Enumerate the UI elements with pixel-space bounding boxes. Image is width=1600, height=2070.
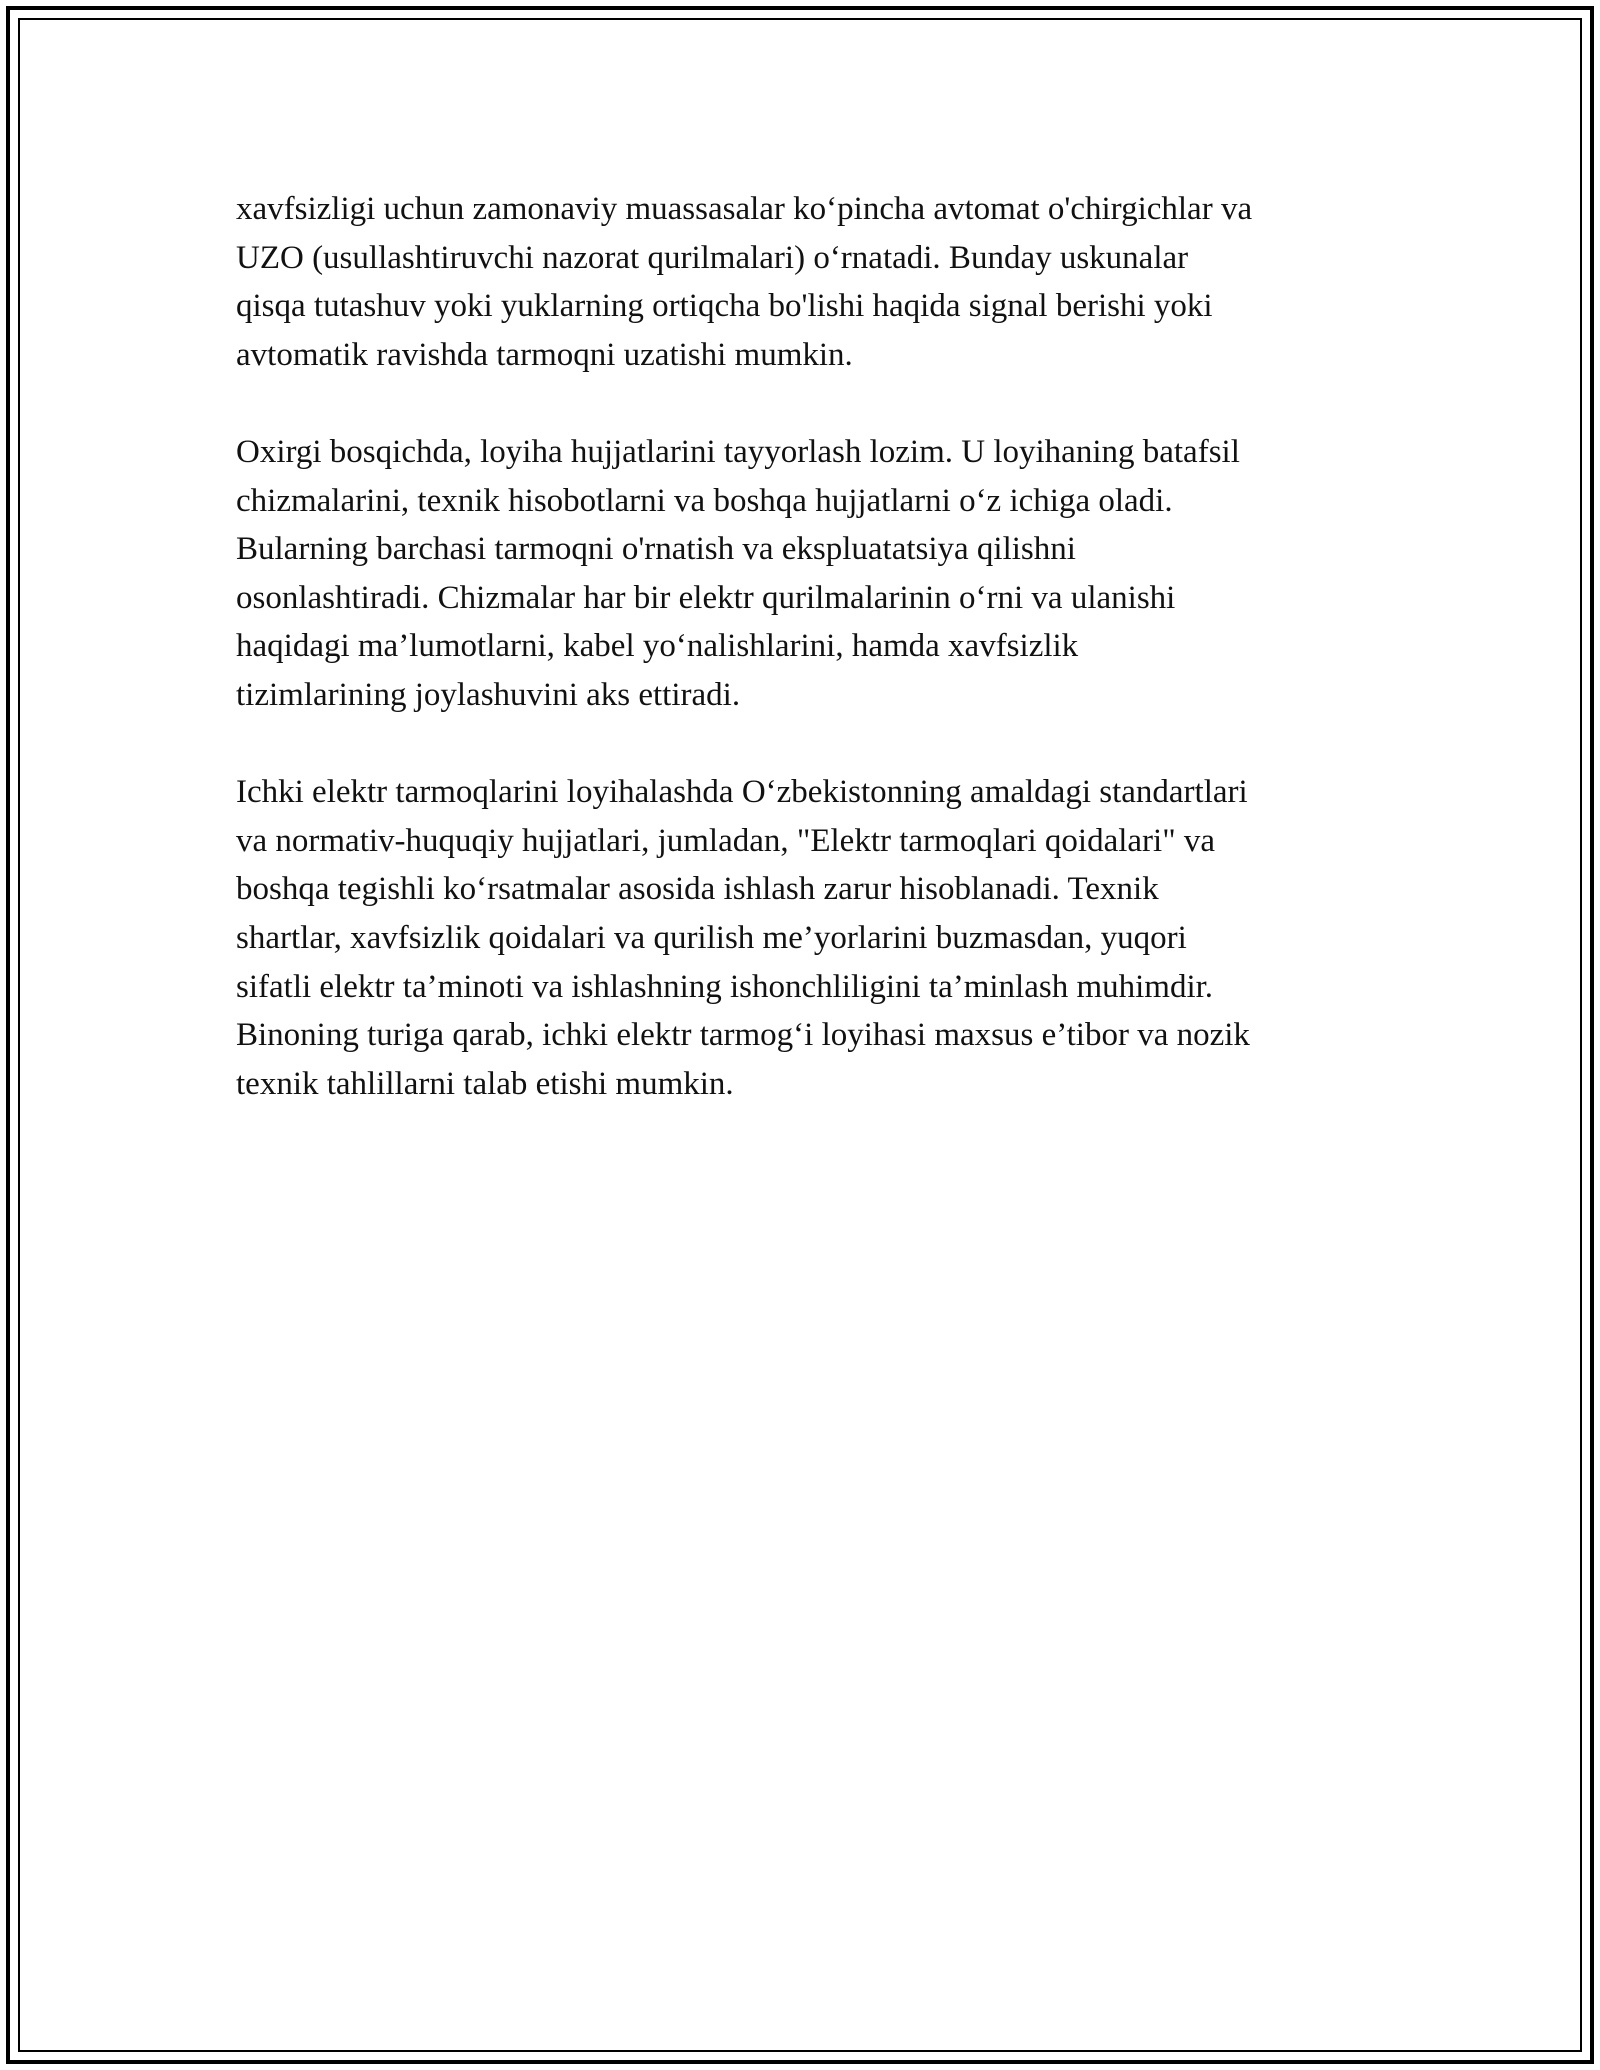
paragraph-line: shartlar, xavfsizlik qoidalari va qurilish me’yorlarini buzmasdan, yuqori xyxy=(236,919,1187,956)
paragraph-line: texnik tahlillarni talab etishi mumkin. xyxy=(236,1065,734,1102)
paragraph-line: sifatli elektr ta’minoti va ishlashning ishonchliligini ta’minlash muhimdir. xyxy=(236,968,1214,1005)
paragraph-line: UZO (usullashtiruvchi nazorat qurilmalari) o‘rnatadi. Bunday uskunalar xyxy=(236,239,1189,276)
paragraph-line: boshqa tegishli ko‘rsatmalar asosida ishlash zarur hisoblanadi. Texnik xyxy=(236,871,1159,908)
paragraph-line: qisqa tutashuv yoki yuklarning ortiqcha bo'lishi haqida signal berishi yoki xyxy=(236,288,1213,325)
paragraph-line: Oxirgi bosqichda, loyiha hujjatlarini tayyorlash lozim. U loyihaning batafsil xyxy=(236,433,1240,470)
paragraph-line: chizmalarini, texnik hisobotlarni va boshqa hujjatlarni o‘z ichiga oladi. xyxy=(236,482,1173,519)
paragraph-line: tizimlarining joylashuvini aks ettiradi. xyxy=(236,676,741,713)
paragraph-2 xyxy=(236,428,1376,720)
paragraph-line: avtomatik ravishda tarmoqni uzatishi mumkin. xyxy=(236,336,853,373)
paragraph-1 xyxy=(236,185,1376,379)
paragraph-line: haqidagi ma’lumotlarni, kabel yo‘nalishlarini, hamda xavfsizlik xyxy=(236,628,1079,665)
paragraph-line: xavfsizligi uchun zamonaviy muassasalar ko‘pincha avtomat o'chirgichlar va xyxy=(236,191,1253,227)
paragraph-line: va normativ-huquqiy hujjatlari, jumladan, "Elektr tarmoqlari qoidalari" va xyxy=(236,822,1216,859)
paragraph-line: osonlashtiradi. Chizmalar har bir elektr qurilmalarinin o‘rni va ulanishi xyxy=(236,579,1176,616)
paragraph-line: Bularning barchasi tarmoqni o'rnatish va ekspluatatsiya qilishni xyxy=(236,531,1076,568)
paragraph-line: Binoning turiga qarab, ichki elektr tarmog‘i loyihasi maxsus e’tibor va nozik xyxy=(236,1017,1250,1054)
paragraph-line: Ichki elektr tarmoqlarini loyihalashda O‘zbekistonning amaldagi standartlari xyxy=(236,774,1248,811)
paragraph-3 xyxy=(236,768,1376,1108)
document-body xyxy=(236,185,1376,1157)
